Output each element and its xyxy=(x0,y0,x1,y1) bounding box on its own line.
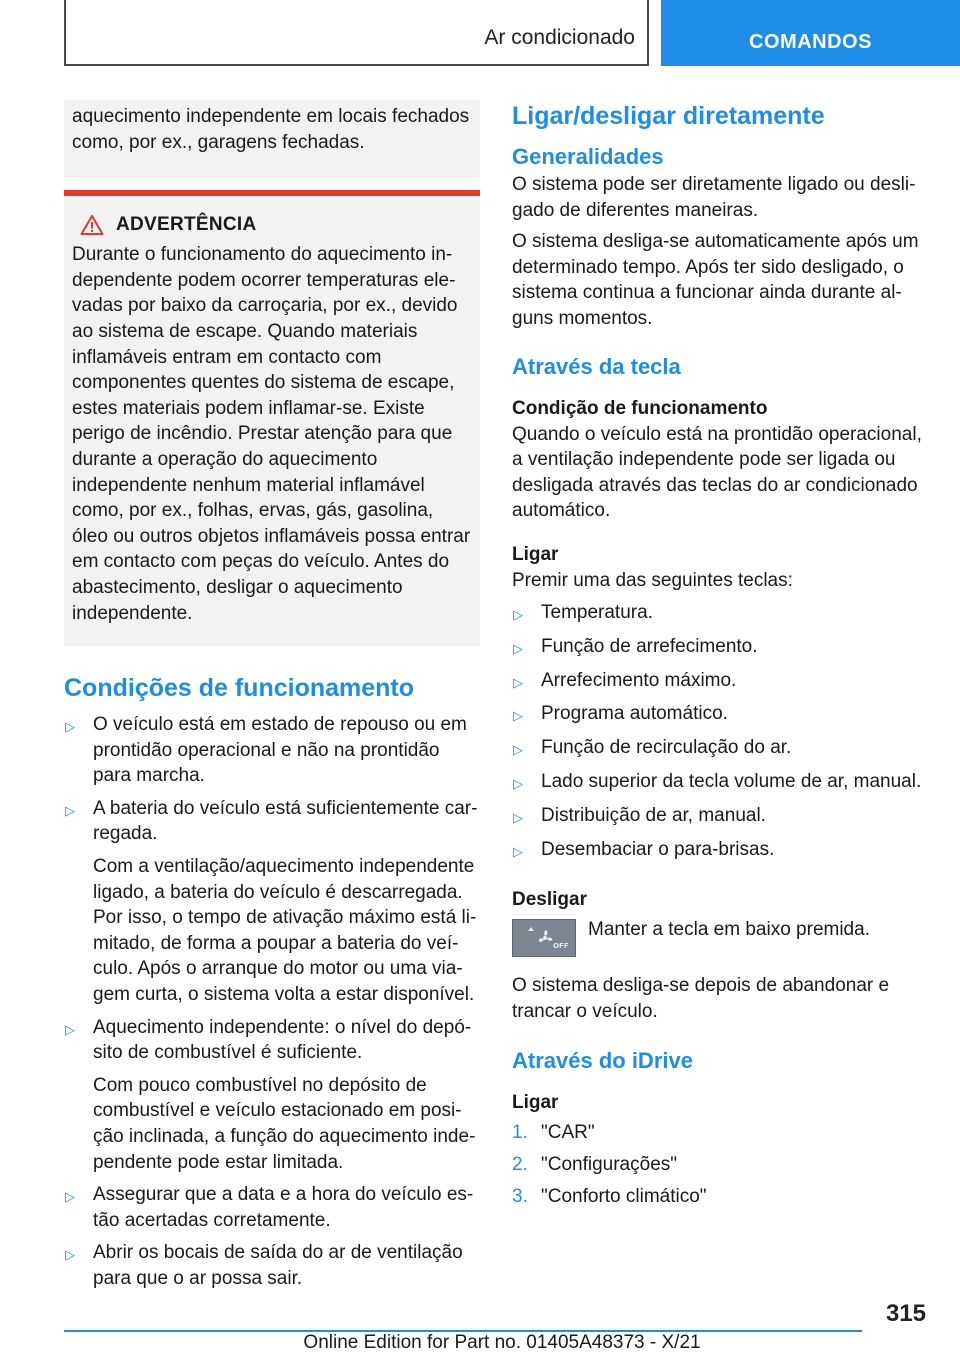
left-column xyxy=(64,100,480,1292)
svg-text:OFF: OFF xyxy=(553,942,569,951)
auto-off-text: O sistema desliga-se depois de abandonar e trancar o veículo. xyxy=(512,975,890,1022)
heading-via-idrive: Através do iDrive xyxy=(512,1048,693,1074)
operating-condition-text: Quando o veículo está na prontidão operacional, a ventilação independente pode ser ligada ou desligada através das teclas do ar condicionado automático. xyxy=(512,423,922,522)
triangle-bullet-icon: ▷ xyxy=(65,1189,75,1205)
triangle-bullet-icon: ▷ xyxy=(513,708,523,724)
list-item: ▷ O veículo está em estado de repouso ou em prontidão operacional e não na prontidão para marcha. xyxy=(64,712,480,789)
page-number: 315 xyxy=(885,1300,926,1327)
list-item: ▷ Aquecimento independente: o nível do depósito de combustível é suficiente. xyxy=(64,1015,480,1066)
list-item: ▷ Função de arrefecimento. xyxy=(512,634,926,662)
chapter-title: COMANDOS xyxy=(749,31,872,53)
list-item: ▷ Desembaciar o para-brisas. xyxy=(512,837,926,865)
triangle-bullet-icon: ▷ xyxy=(513,844,523,860)
triangle-bullet-icon: ▷ xyxy=(65,1247,75,1263)
list-item: 1. "CAR" xyxy=(512,1122,595,1144)
list-item: ▷ Temperatura. xyxy=(512,600,926,628)
heading-switch-off: Desligar xyxy=(512,889,587,911)
section-title: Ar condicionado xyxy=(484,26,635,49)
triangle-bullet-icon: ▷ xyxy=(513,674,523,690)
list-item: 3. "Conforto climático" xyxy=(512,1186,707,1208)
general-text-1: O sistema pode ser diretamente ligado ou desligado de diferentes maneiras. xyxy=(512,174,916,221)
list-item: ▷ Distribuição de ar, manual. xyxy=(512,803,926,831)
warning-text: Durante o funcionamento do aquecimento independente podem ocorrer temperaturas elevadas por baixo da carroçaria, por ex., devido ao sistema de escape. Quando materiais inflamáveis entram em contacto com componentes quentes do sistema de escape, estes materiais podem inflamar-se. Existe perigo de incêndio. Prestar atenção para que durante a operação do aquecimento independente nenhum material inflamável como, por ex., folhas, ervas, gás, gasolina, óleo ou outros objetos inflamáveis possa entrar em contacto com peças do veículo. Antes do abastecimento, desligar o aquecimento independente. xyxy=(72,244,471,624)
switch-off-text: Manter a tecla em baixo premida. xyxy=(588,919,870,941)
list-item: 2. "Configurações" xyxy=(512,1154,678,1176)
right-column xyxy=(512,100,926,1210)
note-text: aquecimento independente em locais fechados como, por ex., garagens fechadas. xyxy=(72,106,470,153)
heading-switch-on: Ligar xyxy=(512,543,559,565)
warning-triangle-icon xyxy=(72,214,104,236)
list-item: ▷ A bateria do veículo está suficientemente carregada. xyxy=(64,796,480,847)
general-text-2: O sistema desliga-se automaticamente após um determinado tempo. Após ter sido desligado, o sistema continua a funcionar ainda durante alguns momentos. xyxy=(512,231,919,329)
triangle-bullet-icon: ▷ xyxy=(513,742,523,758)
list-item-note: Com pouco combustível no depósito de combustível e veículo estacionado em posição inclinada, a função do aquecimento independente pode estar limitada. xyxy=(93,1074,476,1173)
triangle-bullet-icon: ▷ xyxy=(513,776,523,792)
triangle-bullet-icon: ▷ xyxy=(65,719,75,735)
fan-off-key-icon xyxy=(512,919,576,957)
list-item: ▷ Assegurar que a data e a hora do veículo estão acertadas corretamente. xyxy=(64,1182,480,1233)
list-item-note: Com a ventilação/aquecimento independente ligado, a bateria do veículo é descarregada. Por isso, o tempo de ativação máximo está limitado, de forma a poupar a bateria do veículo. Após o arranque do motor ou uma viagem curta, o sistema volta a estar disponível. xyxy=(93,856,477,1006)
heading-idrive-switch-on: Ligar xyxy=(512,1092,559,1114)
triangle-bullet-icon: ▷ xyxy=(513,810,523,826)
header-section-tab xyxy=(64,0,649,66)
triangle-bullet-icon: ▷ xyxy=(513,606,523,622)
heading-general: Generalidades xyxy=(512,144,664,169)
note-box xyxy=(64,100,480,178)
list-item: ▷ Arrefecimento máximo. xyxy=(512,668,926,696)
list-item: ▷ Lado superior da tecla volume de ar, manual. xyxy=(512,769,926,797)
list-item: ▷ Função de recirculação do ar. xyxy=(512,735,926,763)
triangle-bullet-icon: ▷ xyxy=(65,802,75,818)
heading-direct-onoff: Ligar/desligar diretamente xyxy=(512,102,825,130)
switch-on-intro: Premir uma das seguintes teclas: xyxy=(512,569,793,591)
triangle-bullet-icon: ▷ xyxy=(65,1021,75,1037)
switch-off-row xyxy=(512,917,926,957)
footer-edition: Online Edition for Part no. 01405A48373 - X/21 xyxy=(303,1332,701,1353)
warning-header xyxy=(72,212,472,238)
list-item: ▷ Abrir os bocais de saída do ar de ventilação para que o ar possa sair. xyxy=(64,1240,480,1291)
list-item: ▷ Programa automático. xyxy=(512,701,926,729)
triangle-bullet-icon: ▷ xyxy=(513,640,523,656)
heading-operating-condition: Condição de funcionamento xyxy=(512,397,768,419)
warning-title: ADVERTÊNCIA xyxy=(116,214,257,236)
header-chapter-tab xyxy=(661,0,960,66)
warning-box xyxy=(64,190,480,646)
heading-conditions: Condições de funcionamento xyxy=(64,674,415,703)
heading-via-key: Através da tecla xyxy=(512,353,681,379)
